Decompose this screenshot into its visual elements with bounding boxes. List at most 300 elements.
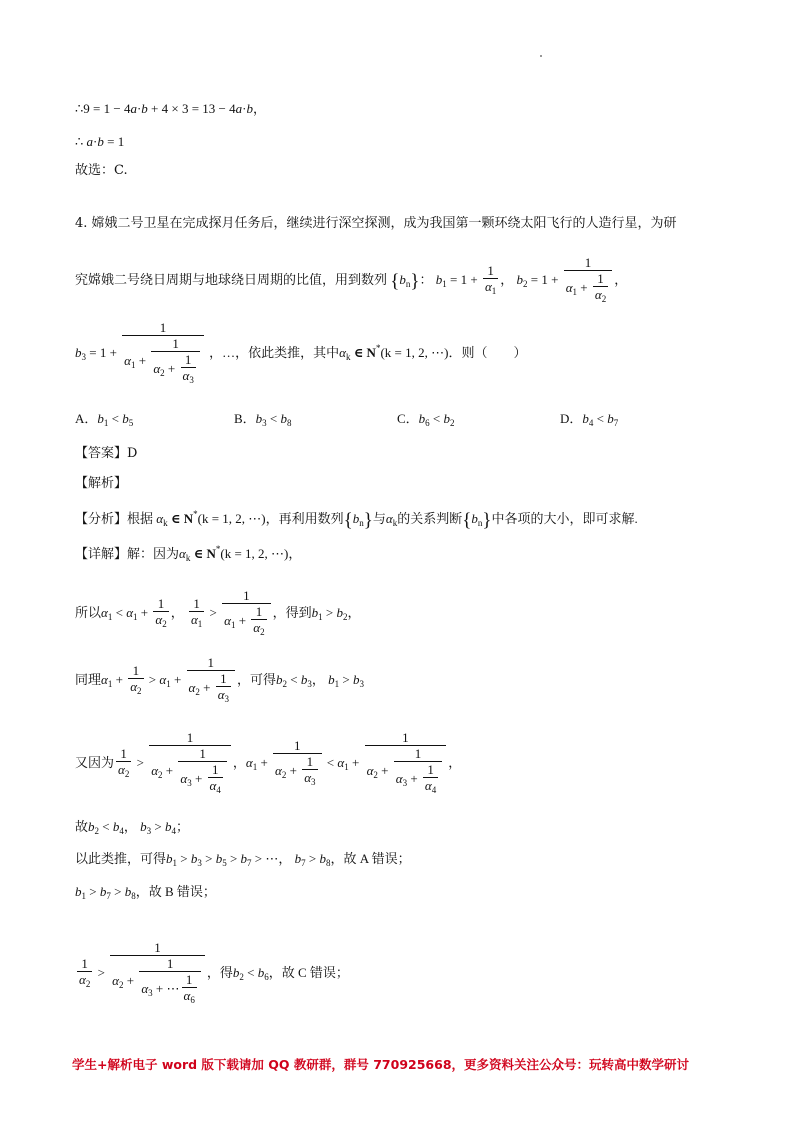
frac: [187, 655, 236, 707]
frac: [394, 746, 443, 798]
sym-b: b: [352, 511, 360, 526]
footer-notice: 学生+解析电子 word 版下载请加 QQ 教研群，群号 770925668，更多资料关注公众号：玩转高中数学研讨: [72, 1057, 690, 1072]
sub: 2: [239, 971, 244, 982]
question-text: ．则（ ）: [448, 344, 527, 360]
vector-a: a: [86, 134, 94, 149]
comma: ，: [311, 671, 325, 687]
text: 的关系判断: [397, 511, 463, 526]
frac: [149, 730, 231, 798]
question-number: 4.: [75, 216, 88, 231]
sub: 2: [601, 294, 607, 304]
num: 1: [211, 762, 219, 777]
sub: 3: [262, 418, 267, 428]
option-c[interactable]: [397, 410, 455, 432]
k-range: (k = 1, 2, ⋯): [380, 344, 449, 360]
sym-b: b: [300, 671, 308, 687]
brace-open: {: [390, 270, 400, 292]
plus: +: [235, 612, 250, 628]
num: 1: [159, 320, 167, 335]
xiangjie-line: [75, 540, 301, 567]
den: [116, 761, 131, 782]
alpha: α: [112, 972, 119, 988]
sub-k: k: [163, 518, 168, 528]
den: [365, 745, 447, 798]
plus: +: [152, 980, 167, 996]
plus: +: [199, 679, 214, 695]
sub: 1: [318, 611, 323, 622]
sym-b: b: [607, 411, 614, 426]
num: 1: [487, 263, 494, 278]
alpha: α: [339, 344, 346, 360]
frac: [153, 596, 168, 632]
sub: 2: [260, 627, 265, 637]
num: 1: [597, 271, 604, 286]
sym-b: b: [88, 819, 95, 834]
alpha: α: [366, 762, 374, 778]
op: <: [429, 411, 444, 426]
sym-b: b: [255, 411, 263, 426]
step-suoyi: [75, 588, 361, 640]
alpha: α: [224, 612, 231, 628]
den: [153, 611, 168, 632]
sub: 1: [491, 286, 497, 296]
sym-b: b: [276, 671, 283, 687]
num: 1: [193, 596, 200, 611]
comma: ，: [288, 546, 302, 561]
sym-b: b: [471, 511, 478, 526]
den: [593, 286, 608, 307]
brace-close: }: [363, 510, 373, 531]
num: 1: [120, 746, 127, 761]
plus: +: [170, 671, 185, 687]
alpha: α: [337, 754, 345, 770]
option-label: B．: [234, 411, 256, 426]
question-text: 嫦娥二号卫星在完成探月任务后，继续进行深空探测，成为我国第一颗环绕太阳飞行的人造行星，为研: [91, 216, 677, 231]
brace-open: {: [462, 510, 472, 531]
num: 1: [402, 730, 409, 745]
dot-op: ·: [242, 101, 247, 116]
sub: 2: [162, 619, 167, 629]
xiangjie-tag: 【详解】: [75, 546, 128, 561]
sub-n: n: [405, 278, 411, 289]
ellipsis: > ⋯: [251, 851, 279, 866]
sym-b: b: [418, 411, 426, 426]
alpha: α: [188, 679, 196, 695]
sub-k: k: [185, 553, 191, 563]
star: *: [193, 509, 198, 519]
den: [208, 777, 223, 798]
sub: 6: [190, 995, 195, 1005]
plus: +: [137, 604, 152, 620]
sub: 8: [326, 858, 331, 868]
num: 1: [172, 336, 179, 351]
comma: ，: [232, 754, 246, 770]
alpha: α: [304, 770, 312, 785]
sub: 2: [195, 686, 200, 697]
alpha: α: [484, 279, 492, 294]
sym-b: b: [112, 819, 120, 834]
den: [216, 686, 231, 707]
op: <: [112, 604, 127, 620]
inner-frac: [593, 271, 608, 307]
scan-dot: [540, 55, 542, 57]
sub: 1: [172, 858, 178, 868]
den: [189, 611, 204, 632]
alpha: α: [126, 604, 134, 620]
num: 1: [294, 738, 301, 753]
sub-1: 1: [442, 278, 447, 289]
sub: 2: [373, 769, 378, 780]
op: <: [593, 411, 608, 426]
frac: [423, 762, 438, 798]
brace-close: }: [410, 270, 420, 292]
num: 1: [306, 754, 314, 769]
sub: 4: [171, 826, 176, 836]
sub: 3: [224, 694, 230, 704]
fraction-b2: [564, 255, 613, 307]
question-text: ，…，依此类推，其中: [209, 344, 340, 360]
sub: 1: [197, 619, 203, 629]
text: 同理: [75, 671, 102, 687]
op: >: [201, 851, 216, 866]
sub: 1: [133, 611, 138, 622]
text: 所以: [75, 604, 102, 620]
text: 以此类推，可得: [75, 851, 167, 866]
num: 1: [154, 940, 161, 955]
sub: 7: [247, 858, 252, 868]
plus: +: [112, 671, 127, 687]
text: ，故 C 错误；: [268, 964, 349, 980]
frac: [110, 940, 205, 1008]
sub: 7: [613, 418, 619, 428]
sub: 1: [81, 891, 86, 901]
alpha: α: [156, 511, 164, 526]
sub-k: k: [345, 351, 351, 362]
sub: 4: [588, 418, 594, 428]
sym-b: b: [99, 884, 107, 899]
plus: +: [162, 762, 177, 778]
den: [483, 278, 498, 299]
eq-text: = 1 +: [527, 271, 562, 287]
sym-b: b: [435, 271, 443, 287]
op: <: [287, 671, 301, 687]
frac: [208, 762, 223, 798]
sym-b: b: [215, 851, 223, 866]
den: [77, 971, 92, 992]
fraction-b1: [483, 263, 498, 299]
sym-b: b: [311, 604, 319, 620]
text: 中各项的大小，即可求解.: [491, 511, 638, 526]
eq-text: 9 = 1 − 4: [83, 101, 131, 116]
alpha: α: [385, 511, 393, 526]
set-N: ∈ N: [167, 511, 194, 526]
alpha: α: [153, 360, 161, 376]
den: [181, 367, 196, 388]
sub: 7: [106, 891, 111, 901]
alpha: α: [179, 546, 186, 561]
sub: 3: [187, 777, 192, 788]
question-4-line-2: [75, 255, 627, 307]
op: >: [133, 754, 148, 770]
alpha: α: [180, 770, 188, 786]
sym-b: b: [166, 851, 173, 866]
text: 与: [372, 511, 386, 526]
answer-choice-line: 故选：C.: [75, 163, 128, 178]
comma: ，: [170, 604, 184, 620]
star: *: [375, 342, 381, 353]
sub: 1: [252, 761, 258, 772]
inner-frac: [151, 336, 200, 388]
sym-b: b: [190, 851, 198, 866]
sub: 1: [344, 761, 349, 772]
sym-b: b: [336, 604, 343, 620]
num: 1: [199, 746, 206, 761]
op: >: [206, 604, 221, 620]
den: [178, 761, 227, 798]
den: [139, 971, 201, 1008]
text: 解：因为: [127, 546, 180, 561]
step-youyin: [75, 730, 461, 798]
plus: +: [123, 972, 138, 988]
therefore-symbol: ∴: [75, 134, 84, 149]
colon: ：: [419, 271, 433, 287]
sym-b: b: [399, 271, 406, 287]
sub-n: n: [359, 518, 364, 528]
frac: [216, 671, 231, 707]
step-gu: [75, 818, 189, 840]
comma: ，: [347, 604, 361, 620]
den: [149, 745, 231, 798]
sym-b: b: [328, 671, 335, 687]
den: [151, 351, 200, 388]
vector-b: b: [141, 101, 148, 116]
den: [251, 619, 266, 640]
sym-b: b: [582, 411, 589, 426]
alpha: α: [217, 687, 225, 702]
sym-b: b: [353, 671, 360, 687]
num: 1: [132, 663, 140, 678]
dot-op: ·: [93, 134, 98, 149]
op: >: [177, 851, 191, 866]
text: 又因为: [75, 754, 115, 770]
sub: 1: [230, 619, 236, 630]
op: <: [99, 819, 113, 834]
sub-k: k: [392, 518, 398, 528]
op: <: [266, 411, 281, 426]
op: >: [305, 851, 320, 866]
den: [394, 761, 443, 798]
plus: +: [257, 754, 272, 770]
sym-b: b: [75, 344, 82, 360]
sub: 1: [103, 418, 109, 428]
sub: 3: [402, 777, 408, 788]
analysis-tag: 【解析】: [75, 476, 128, 491]
text: ，得: [206, 964, 233, 980]
question-text: 究嫦娥二号绕日周期与地球绕日周期的比值，用到数列: [75, 271, 388, 287]
op: >: [86, 884, 100, 899]
frac: [116, 746, 131, 782]
plus: +: [407, 770, 421, 786]
alpha: α: [124, 352, 131, 368]
alpha: α: [253, 620, 261, 635]
plus: +: [348, 754, 363, 770]
comma: ，: [500, 271, 514, 287]
alpha: α: [565, 279, 573, 295]
sym-b: b: [240, 851, 248, 866]
alpha: α: [183, 988, 191, 1003]
text: ，再利用数列: [265, 511, 344, 526]
den: [187, 670, 236, 707]
num: 1: [166, 956, 174, 971]
alpha: α: [190, 612, 198, 627]
text: ，可得: [237, 671, 277, 687]
sub: 6: [425, 418, 430, 428]
text: ，故 A 错误；: [330, 851, 411, 866]
alpha: α: [245, 754, 253, 770]
sym-b: b: [164, 819, 172, 834]
vector-b: b: [97, 134, 104, 149]
sub: 4: [216, 785, 221, 795]
sub: 2: [85, 979, 91, 989]
set-N: ∈ N: [190, 546, 216, 561]
frac: [365, 730, 447, 798]
den: [564, 270, 613, 307]
alpha: α: [141, 980, 149, 996]
sub: 2: [137, 686, 142, 696]
alpha: α: [101, 604, 108, 620]
sub: 2: [342, 611, 348, 622]
frac: [189, 596, 204, 632]
dot-op: ·: [136, 101, 142, 116]
den: [128, 678, 143, 699]
alpha: α: [395, 770, 403, 786]
sub: 3: [359, 678, 364, 689]
answer-value: D: [127, 446, 138, 461]
num: 1: [427, 762, 434, 777]
sub: 1: [166, 678, 171, 689]
frac: [128, 663, 143, 699]
k-range: (k = 1, 2, ⋯): [197, 511, 266, 526]
den: [122, 335, 204, 388]
frac: [182, 972, 197, 1008]
op: >: [145, 671, 160, 687]
sub: 8: [131, 891, 136, 901]
sym-b: b: [232, 964, 240, 980]
alpha: α: [594, 287, 602, 302]
op: >: [94, 964, 109, 980]
alpha: α: [118, 762, 125, 777]
sub-3: 3: [81, 351, 86, 362]
text: ，故 B 错误；: [135, 884, 216, 899]
text: 根据: [127, 511, 154, 526]
frac: [139, 956, 201, 1008]
num: 1: [81, 956, 88, 971]
option-a[interactable]: [75, 410, 133, 432]
option-d[interactable]: [560, 410, 618, 432]
step-c-error: [75, 940, 349, 1008]
sym-b: b: [140, 819, 147, 834]
sym-b: b: [443, 411, 451, 426]
sub: 2: [124, 769, 130, 779]
sub: 7: [301, 858, 306, 868]
den: [222, 603, 271, 640]
alpha: α: [151, 762, 159, 778]
op: <: [108, 411, 123, 426]
k-range: (k = 1, 2, ⋯): [220, 546, 289, 561]
alpha: α: [159, 671, 167, 687]
den: [302, 769, 317, 790]
plus: +: [135, 352, 150, 368]
den: [182, 987, 197, 1008]
comma: ，: [614, 271, 628, 287]
text: 故: [75, 819, 89, 834]
sym-b: b: [124, 884, 132, 899]
eq-text: = 1 +: [446, 271, 481, 287]
star: *: [215, 544, 221, 554]
brace-close: }: [482, 510, 492, 531]
sym-b: b: [280, 411, 288, 426]
sub: 2: [282, 678, 288, 689]
num: 1: [207, 655, 215, 670]
sub: 5: [128, 418, 134, 428]
op: >: [322, 604, 337, 620]
sub: 4: [119, 826, 124, 836]
num: 1: [186, 730, 194, 745]
sub-2: 2: [523, 278, 528, 289]
op: >: [226, 851, 241, 866]
op: >: [151, 819, 165, 834]
sym-b: b: [122, 411, 129, 426]
semicolon: ；: [175, 819, 189, 834]
alpha: α: [182, 368, 190, 383]
answer-line: [75, 445, 137, 463]
sub: 3: [311, 777, 316, 787]
num: 1: [414, 746, 422, 761]
plus: +: [377, 762, 392, 778]
sym-b: b: [97, 411, 104, 426]
vector-a: a: [235, 101, 243, 116]
option-b[interactable]: [234, 410, 292, 432]
op: <: [243, 964, 258, 980]
den: [273, 753, 322, 790]
alpha: α: [101, 671, 108, 687]
option-label: D．: [560, 411, 583, 426]
sym-b: b: [75, 884, 82, 899]
num: 1: [157, 596, 165, 611]
sym-b: b: [516, 271, 524, 287]
question-4-line-3: [75, 320, 526, 388]
comma: ，: [278, 851, 292, 866]
frac: [222, 588, 271, 640]
eq-text: = 1: [103, 134, 125, 149]
num: 1: [584, 255, 592, 270]
sub: 4: [431, 785, 437, 795]
alpha: α: [79, 972, 86, 987]
sub: 3: [307, 678, 312, 689]
question-4-line-1: [75, 215, 677, 233]
sub: 1: [131, 359, 136, 370]
sub: 3: [197, 858, 202, 868]
frac: [178, 746, 227, 798]
step-tongli: [75, 655, 364, 707]
plus: +: [286, 762, 301, 778]
alpha: α: [424, 778, 432, 793]
sub: 5: [222, 858, 227, 868]
alpha: α: [130, 679, 138, 694]
brace-open: {: [343, 510, 353, 531]
eq-text: = 1 +: [86, 344, 121, 360]
sub: 2: [119, 979, 124, 990]
